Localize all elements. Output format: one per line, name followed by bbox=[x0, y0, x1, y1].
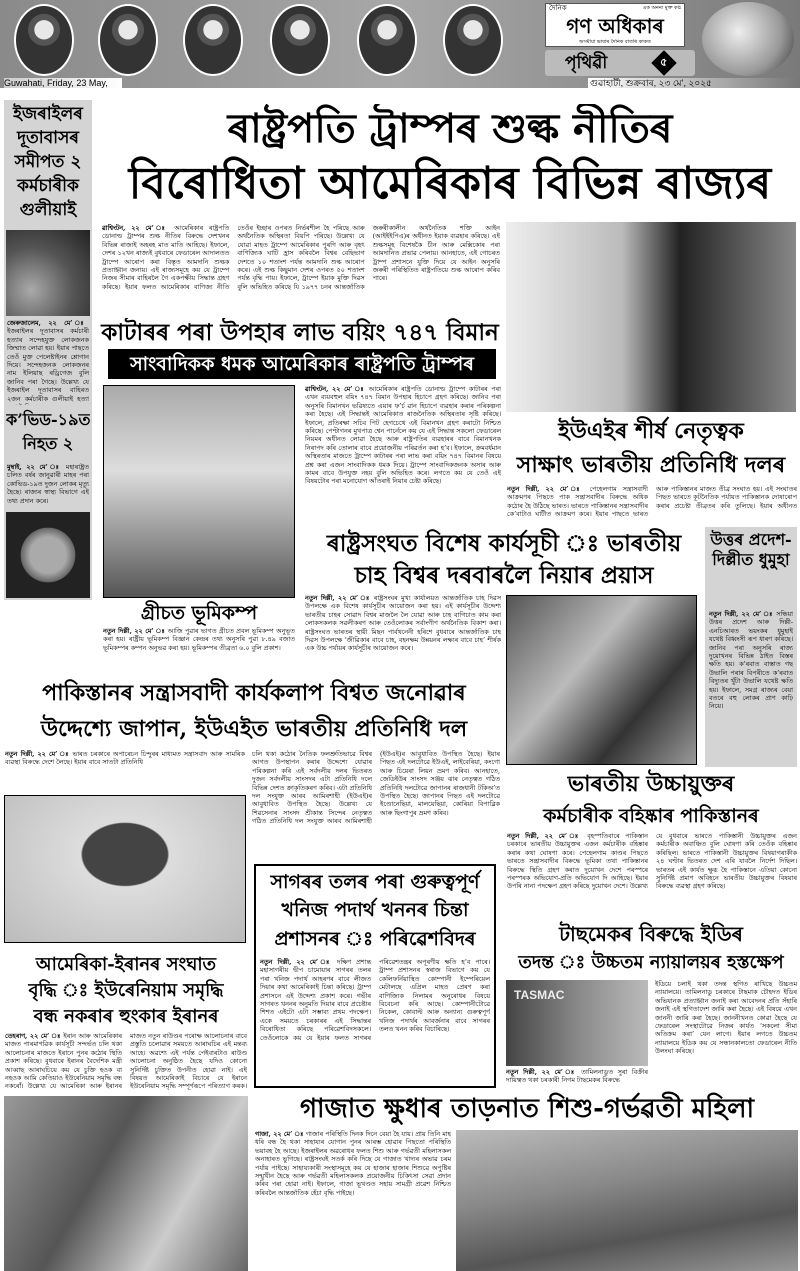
qatar-headline: কাটাৰৰ পৰা উপহাৰ লাভ বয়িং ৭৪৭ বিমান bbox=[101, 319, 499, 346]
storm-article-body: নতুন দিল্লী, ২২ মে’ ঃ সন্ধিয়া উত্তৰ প্ৰদেশ আৰু দিল্লী-এনচিআৰত ভয়ংকৰ ধুমুহাই যথেষ্ট বিধ্বংসী ৰূপ ধাৰণ কৰিছে। জানিব পৰা অনুসৰি ৰাজ্য দুয়োখনৰ বিভিন্ন ঠাইত বিস্তৰ ক্ষতি হয়। ক’ৰবাত বাস্তাত গছ উভালি পৰাৰ বিপৰীতে ক’ৰবাত বিদ্যুতৰ খুঁটা উভালি যথেষ্ট ক্ষতি হয়। ইফালে, সমগ্ৰ ৰাজ্যৰ বেয়া বতৰে বহু লোকৰ প্ৰাণ কাঢ়ি নিয়ে। bbox=[709, 610, 793, 711]
leader-portrait bbox=[14, 4, 74, 76]
logo-top-row bbox=[546, 4, 684, 13]
uae-article-body: নতুন দিল্লী, ২২ মে’ ঃ পেহেলগাম সন্ত্ৰাসবাদী আক্ৰমণৰ পিছতে পাক সন্ত্ৰাসবাদীৰ বিৰুদ্ধে অধিক কঠোৰ হৈ উঠিছে ভাৰত। ভাৰতে পাকিস্তানৰ সন্ত্ৰাসবাদীৰ কে’বাটাও ঘাটীত আক্ৰমণ কৰে। ইয়াৰ পাছতে ভাৰত আৰু পাকিস্তানৰ মাজত তীব্ৰ সংঘাত হয়। এই সংঘাতৰ পিছত ভাৰতে কূটনৈতিক পৰ্যায়ত পাকিস্তানক দোষাৰোপ কৰাৰ প্ৰচেষ্টা তীব্ৰতৰ কৰি তুলিছে। ইয়াৰ অধীনত bbox=[507, 485, 797, 519]
paper-name: গণ অধিকাৰ bbox=[566, 14, 664, 38]
hc-article-body: নতুন দিল্লী, ২২ মে’ ঃ বৃহস্পতিবাৰে পাকিস্তান চৰকাৰে ভাৰতীয় উচ্চায়ুক্তৰ এজন কৰ্মচাৰীক বহিষ্কাৰ কৰাৰ কথা ঘোষণা কৰে। পেহেলগাম কাণ্ডৰ পিছতে ভাৰতে সন্ত্ৰাসবাদীৰ বিৰুদ্ধে ভূমিকা তথা পাকিস্তানৰ বিৰুদ্ধে স্থিতি গ্ৰহণ কৰাত দুয়োখন দেশে পৰস্পৰে পৰস্পৰক অভিযোগ-প্ৰতি অভিযোগ দি আহিছে। ইয়াৰ উপৰি নানা পদক্ষেপ গ্ৰহণ কৰিছে দুয়োখন দেশে। উল্লেখ্য যে বুধবাৰে ভাৰতে পাকিস্তানী উচ্চায়ুক্তৰ এজন কৰ্মচাৰীক অবাঞ্চিত বুলি ঘোষণা কৰি তেওঁক বহিষ্কাৰ কৰিছিল। ভাৰতে পাকিস্তানী উচ্চায়ুক্তৰ বিষয়াগৰাকীক ২৪ ঘণ্টাৰ ভিতৰত দেশ এৰি যাবলৈ নিৰ্দেশ দিছিল। ভাৰতৰ এই কাৰ্যত ক্ষুব্ধ হৈ পাকিস্তানে এতিয়া কোনো সুনিৰ্দিষ্ট প্ৰমাণ অবিহনে ভাৰতীয় উচ্চায়ুক্তৰ বিষয়াৰ বিৰুদ্ধে ব্যৱস্থা গ্ৰহণ কৰিছে। bbox=[507, 832, 797, 891]
greece-headline: গ্ৰীচত ভূমিকম্প bbox=[140, 602, 258, 624]
tasmac-sign: TASMAC bbox=[514, 988, 565, 1002]
iran-article-body: তেহৰাণ, ২২ মে’ ঃ ইৰান আৰু আমেৰিকাৰ মাজত পাৰমাণৱিক কাৰ্যসূচী সন্দৰ্ভত চলি থকা আলোচনাৰ মাজতে ইৰানে পুনৰ কঠোৰ স্থিতি প্ৰকাশ কৰিছে। বুধবাৰে ইৰানৰ বৈদেশিক মন্ত্ৰী আব্বাছ আৰাঘচিয়ে কয় যে চুক্তি হওক বা নহওক আমি কেতিয়াও ইউৰেনিয়াম সমৃদ্ধি বন্ধ নকৰোঁ। উল্লেখ্য যে আমেৰিকা আৰু ইৰানৰ মাজত নতুন ৰাউণ্ডৰ পৰোক্ষ আলোচনাৰ বাবে প্ৰস্তুতি চলোৱাৰ সময়তে আৰাঘচিৰ এই মন্তব্য আহে। অৱশ্যে এই পৰ্যন্ত পেইবাৰটাও ৰাউণ্ড আলোচনা অনুষ্ঠিত হৈছে যদিও কোনো সুনিৰ্দিষ্ট চুক্তিত উপনীত হোৱা নাই। এই বিষয়ত আমেৰিকাই বিচাৰে যে ইৰানে ইউৰেনিয়াম সমৃদ্ধি সম্পূৰ্ণৰূপে পৰিত্যাগ কৰক। bbox=[5, 1032, 247, 1091]
pak-article-body-cont: চলি থকা কঠোৰ নৈতিক ফলশ্ৰুতিভাৱে বিশ্বৰ আগত উপস্থাপন কৰাৰ উদ্দেশ্যে যোৱাৰ পৰিকল্পনা কৰি এই সৰ্বদলীয় দলৰ ভিতৰত দুজন সৰ্বদলীয় সাংসদৰ এটা প্ৰতিনিধি দলে বিভিন্ন দেশত ক্ৰাকৃতিকৰণ কৰিব। এটা প্ৰতিনিধি দল সংযুক্ত আৰব আমিৰশাহী (ইউএই)ৰ আবুধাবিত উপস্থিত হৈছে। উল্লেখ্য যে শিৱসেনাৰ সাংসদ শ্ৰীকান্ত সিন্দেৰ নেতৃত্বত গঠিত প্ৰতিনিধি দল সংযুক্ত আৰব আমিৰশাহী (ইউএই)ৰ আবুধাবিত উপস্থিত হৈছে। ইয়াৰ পিছত এই দলটোৱে ইউএই, লাইবেৰিয়া, কংগো আৰু চিয়েৰা লিয়ন ভ্ৰমণ কৰিব। আনহাতে, জেডিইউৰ সাংসদ সঞ্জয় ঝাৰ নেতৃত্বত গঠিত প্ৰতিনিধি দলটোৱে জাপানৰ ৰাজধানী টকিঅ’ত উপস্থিত হৈছে। জাপানৰ পিছত এই দলটোৱে ইণ্ডোনেছিয়া, মালয়েছিয়া, কোৰিয়া বিপাব্লিক আৰু ছিংগাপুৰ ভ্ৰমণ কৰিব। bbox=[252, 750, 500, 826]
page-number: ৫ bbox=[660, 55, 668, 69]
globe-icon bbox=[702, 2, 794, 76]
qatar-banner: সাংবাদিকক ধমক আমেৰিকাৰ ৰাষ্ট্ৰপতি ট্ৰাম্পৰ bbox=[108, 349, 496, 379]
gaza-rubble-photo bbox=[456, 1130, 798, 1271]
leader-portrait bbox=[98, 4, 158, 76]
hc-headline-line2: কৰ্মচাৰীক বহিষ্কাৰ পাকিস্তানৰ bbox=[543, 805, 759, 827]
pak-headline-line1: পাকিস্তানৰ সন্ত্ৰাসবাদী কাৰ্যকলাপ বিশ্বত জনোৱাৰ bbox=[42, 680, 466, 706]
tasmac-court-photo bbox=[506, 980, 648, 1066]
iran-headline-line2: বৃদ্ধি ঃ ইউৰেনিয়াম সমৃদ্ধি bbox=[28, 980, 224, 1001]
gaza-people-photo bbox=[4, 1096, 248, 1271]
leader-portrait bbox=[357, 4, 417, 76]
un-headline-line2: চাহ বিশ্বৰ দৰবাৰলৈ নিয়াৰ প্ৰয়াস bbox=[354, 562, 654, 589]
ed-headline-line2: তদন্ত ঃ উচ্চতম ন্যায়ালয়ৰ হস্তক্ষেপ bbox=[518, 952, 784, 973]
pak-article-body: নতুন দিল্লী, ২২ মে’ ঃ ভাৰত চৰকাৰে অপাৰেচন চিন্দুৰৰ মাধ্যমত সন্ত্ৰাসবাদ আৰু সামৰিক ব্যৱস্থা বিৰুদ্ধে দেশে লৈছে। ইয়াৰ বাবে সাতটা প্ৰতিনিধি bbox=[5, 750, 245, 767]
greece-article-body: নতুন দিল্লী, ২২ মে’ ঃ আজি পুৱাৰ ভাগত গ্ৰীচত প্ৰবল ভূমিকম্প অনুভূত কৰা হয়। ৰাষ্ট্ৰীয় ভূমিকম্প বিজ্ঞান কেন্দ্ৰৰ তথ্য অনুসৰি পুৱা ৮.৪৯ বজাত ভূমিকম্পৰ কম্পন অনুভৱ কৰা হয়। ভূমিকম্পৰ তীব্ৰতা ৬.০ বুলি প্ৰকাশ। bbox=[103, 627, 295, 652]
paper-tagline: অসমীয়া ভাষাৰ দৈনিক বাতৰি কাকত bbox=[579, 39, 651, 45]
un-article-body: নতুন দিল্লী, ২২ মে’ ঃ ৰাষ্ট্ৰসংঘৰ মুখ্য কাৰ্যালয়ত আন্তৰ্জাতিক চাহ দিৱস উপলক্ষে এক বিশেষ কাৰ্যসূচীৰ আয়োজন কৰা হয়। এই কাৰ্যসূচীৰ উদ্দেশ্য ভাৰতীয় চাহৰ সোৱাদ বিশ্বৰ মাজলৈ লৈ যোৱা আৰু চাহ বাগিচাত কাম কৰা লোকসকলক সৱলীকৰণ আৰু তেওঁলোকৰ সৰ্বাংগীণ অৰ্থনৈতিক বিকাশ কৰা। ৰাষ্ট্ৰসংঘত ভাৰতৰ স্থায়ী মিছন পাৰ্বথনেনী হৰিশে বুধবাৰে আন্তৰ্জাতিক চাহ দিৱস উপলক্ষে ‘জীৱিকাৰ বাবে চাহ, বহনক্ষম উন্নয়নৰ লক্ষ্যৰ বাবে চাহ’ শীৰ্ষক এক উচ্চ পৰ্যায়ৰ কাৰ্যসূচীৰ আয়োজন কৰে। bbox=[305, 594, 501, 653]
date-assamese: গুৱাহাটী, শুক্ৰবাৰ, ২৩ মে’, ২০২৫ bbox=[588, 78, 800, 88]
brief-headline: ইজৰাইলৰ দূতাবাসৰ সমীপত ২ কৰ্মচাৰীক গুলীয়াই bbox=[13, 104, 83, 220]
section-name: পৃথিৱী bbox=[565, 53, 608, 73]
trump-photo bbox=[506, 222, 796, 412]
iran-headline-line3: বন্ধ নকৰাৰ হুংকাৰ ইৰানৰ bbox=[33, 1006, 219, 1027]
newspaper-logo bbox=[545, 3, 685, 47]
iran-headline-line1: আমেৰিকা-ইৰানৰ সংঘাত bbox=[35, 954, 217, 975]
ocean-headline-line3: প্ৰশাসনৰ ঃ পৰিৱেশবিদৰ bbox=[274, 928, 476, 950]
gaza-headline: গাজাত ক্ষুধাৰ তাড়নাত শিশু-গৰ্ভৱতী মহিলা bbox=[299, 1094, 755, 1124]
lead-headline-line2: বিৰোধিতা আমেৰিকাৰ বিভিন্ন ৰাজ্যৰ bbox=[128, 158, 772, 209]
brief-text: মুম্বাই, ২২ মে’ ঃ মহাৰাষ্ট্ৰত চলিত বৰ্ষৰ জানুৱাৰী মাহৰ পৰা কোভিড-১৯ত দুজন লোকৰ মৃত্যু হৈছে। ৰাজ্যৰ স্বাস্থ্য বিভাগে এই তথ্য প্ৰদান কৰে। bbox=[7, 463, 89, 505]
ed-article-body-cont: ইডিয়ে চলাই থকা তদন্ত স্থগিত ৰাখিছে উচ্চতম ন্যায়ালয়ে। তামিলনাডু চৰকাৰে টাছমাক চৌহদত ইডিৰ অভিযানক প্ৰত্যাহ্বান জনাই কৰা আবেদনৰ প্ৰতি সঁহাৰি জনাই এই স্থগিতাদেশ জাৰি কৰা হৈছে। এই বিষয়ে এখন জাননী জাৰি কৰা হৈছে। জাননীখনত কোৱা হৈছে যে ফেডাৰেল সংস্থাটোৱে নিজৰ কাৰ্যত ‘সকলো সীমা অতিক্ৰম কৰা’ যেন লাগে। ইয়াৰ লগতে উচ্চতম ন্যায়ালয়ে ইডিক কয় যে সন্ধানকালতো ফেডাৰেল নীতি উলংঘা কৰিছে। bbox=[655, 980, 797, 1056]
uae-headline-line1: ইউএইৰ শীৰ্ষ নেতৃত্বক bbox=[558, 418, 744, 444]
date-english: Guwahati, Friday, 23 May, bbox=[4, 78, 122, 88]
page-number-badge bbox=[651, 50, 676, 75]
ed-article-body: নতুন দিল্লী, ২২ মে’ ঃ তামিলনাডুত সুৰা বিক্ৰীৰ দায়িত্বত থকা চৰকাৰী নিগম টাছমেকৰ বিৰুদ্ধে bbox=[506, 1068, 648, 1085]
ed-headline-line1: টাছমেকৰ বিৰুদ্ধে ইডিৰ bbox=[559, 922, 743, 946]
brief-text: জেৰুজালেম, ২২ মে’ ঃ ইজৰাইলৰ দূতাবাসৰ কৰ্মচাৰী হত্যাৰ সন্দেহযুক্ত লোকজনক জিম্মাত লোৱা হয়। ইয়াৰ পাছতে তেওঁ মুক্ত পেলেষ্টাইনৰ শ্লোগান দিয়ে। সন্দেহজনক লোকজনৰ নাম ইলিয়াছ ৰড্ৰিগেজ বুলি জানিব পৰা গৈছে। উল্লেখ্য যে ইজৰাইল দূতাবাসৰ বাহিৰত ২জন কৰ্মচাৰীক গুলীয়াই হত্যা bbox=[7, 319, 89, 403]
brief-headline: ক’ভিড-১৯ত নিহত ২ bbox=[6, 410, 90, 453]
lead-article-body: ৱাশ্বিংটন, ২২ মে’ ঃ আমেৰিকাৰ ৰাষ্ট্ৰপতি ডোনাল্ড ট্ৰাম্পৰ শুল্ক নীতিৰ বিৰুদ্ধে দেশখনৰ বিভিন্ন ৰাজ্যই অহৰহ মাত মাতি আহিছে। ইফালে, দেশৰ ১২খন ৰাজ্যই বুধবাৰে ফেডাৰেল আদালতত ট্ৰাম্পে আৰোপ কৰা বিস্তৃত আমদানি শুল্কক প্ৰত্যাহ্বান জনায়। এই ৰাজ্যসমূহে কয় যে ট্ৰাম্পে নিজৰ সীমাৰ বাহিৰলৈ গৈ একপক্ষীয় সিদ্ধান্ত গ্ৰহণ কৰিছে। ইয়াৰ ফলত আমেৰিকাৰ বাণিজ্য নীতি তেওঁৰ ইচ্ছাৰ ওপৰত নিৰ্ভৰশীল হৈ পৰিছে আৰু অৰ্থনৈতিক অস্থিৰতা বিয়পি পৰিছে। উল্লেখ্য যে যোৱা মাহত ট্ৰাম্পে আমেৰিকাৰ পুৰণি আৰু বৃহৎ বাণিজ্যিক ঘাটি হ্ৰাস কৰিবলৈ বিশ্বৰ বেছিভাগ দেশতে ১০ শতাংশ পৰ্যন্ত আমদানি শুল্ক আৰোপ কৰে। এই শুল্ক কিছুমান দেশৰ ওপৰত ৫০ শতাংশ পৰ্যন্ত বৃদ্ধি পায়। ইফালে, ট্ৰাম্পে ইয়াক মুক্তি দিৱস বুলি অভিহিত কৰিছে যি ১৯৭৭ চনৰ আন্তৰ্জাতিক জৰুৰীকালীন অৰ্থনৈতিক শক্তি আইন (আইইইপিএ)ৰ অধীনত ইয়াক ব্যৱহাৰ কৰিছে। এই শুল্কসমূহ বিশেষকৈ চীন আৰু মেক্সিকোৰ পৰা আমদানিত প্ৰভাৱ পেলায়। আনহাতে, এই গোচৰত ট্ৰাম্প প্ৰশাসনে যুক্তি দিয়ে যে আইন অনুসৰি জৰুৰী পৰিস্থিতিত ৰাষ্ট্ৰপতিয়ে শুল্ক আৰোপ কৰিব পাৰে। bbox=[102, 224, 500, 291]
boeing-747-photo bbox=[103, 385, 295, 598]
uae-headline-line2: সাক্ষাৎ ভাৰতীয় প্ৰতিনিধি দলৰ bbox=[516, 452, 786, 478]
pak-headline-line2: উদ্দেশ্যে জাপান, ইউএইত ভাৰতীয় প্ৰতিনিধি দল bbox=[40, 716, 468, 742]
section-label bbox=[545, 50, 695, 76]
storm-headline: উত্তৰ প্ৰদেশ-দিল্লীত ধুমুহা bbox=[710, 530, 792, 569]
un-headline-line1: ৰাষ্ট্ৰসংঘত বিশেষ কাৰ্যসূচী ঃ ভাৰতীয় bbox=[326, 530, 682, 557]
lead-headline-line1: ৰাষ্ট্ৰপতি ট্ৰাম্পৰ শুল্ক নীতিৰ bbox=[227, 105, 673, 152]
tea-plucker-photo bbox=[506, 595, 697, 765]
logo-tag: এক অনন্য মুক্ত কণ্ঠ bbox=[642, 5, 681, 11]
ocean-headline-line1: সাগৰৰ তলৰ পৰা গুৰুত্বপূৰ্ণ bbox=[270, 871, 480, 893]
gaza-article-body: গাজা, ২২ মে’ ঃ গাজাৰ পৰিস্থিতি দিনক দিনে বেয়া হৈ যায়। প্ৰায় তিনি মাহ ধৰি বন্ধ হৈ থকা সাহায্যৰ যোগান পুনৰ আৰম্ভ হোৱাৰ পিছতো পৰিস্থিতি ভয়াবহ হৈ আছে। ইজৰাইলৰ অৱৰোধৰ ফলত শিশু আৰু গৰ্ভৱতী মহিলাসকল অনাহাৰত ভুগিছে। ৰাষ্ট্ৰসংঘই সতৰ্ক কৰি দিছে যে গাজাত খাদ্যৰ অভাৱ চৰম পৰ্যায় পাইছে। সাহায্যকাৰী সংস্থাসমূহে কয় যে হাজাৰ হাজাৰ শিশুৱে অপুষ্টিৰ সন্মুখীন হৈছে আৰু গৰ্ভৱতী মহিলাসকলক প্ৰয়োজনীয় চিকিৎসা সেৱা প্ৰদান কৰিব পৰা হোৱা নাই। ইফালে, গাজা ভূখণ্ডত সহায় সামগ্ৰী প্ৰৱেশ নিশ্চিত কৰিবলৈ আন্তৰ্জাতিক হেঁচা বৃদ্ধি পাইছে। bbox=[255, 1130, 451, 1197]
qatar-article-body: ৱাশ্বিংটন, ২২ মে’ ঃ আমেৰিকাৰ ৰাষ্ট্ৰপতি ডোনাল্ড ট্ৰাম্পে কাটাৰৰ পৰা এখন ব্যয়বহুল বয়িং ৭৪৭ বিমান উপহাৰ হিচাপে গ্ৰহণ কৰিছে। জানিব পৰা অনুসৰি বিমানখন ভৱিষ্যতে এয়াৰ ফ’ৰ্চ ৱান হিচাপে ব্যৱহাৰ কৰাৰ পৰিকল্পনা কৰা হৈছে। এই সিদ্ধান্তই আমেৰিকাত ৰাজনৈতিক অস্থিৰতাৰ সৃষ্টি কৰিছে। ইফালে, প্ৰতিৰক্ষা সচিব পিট হেগচেথে এই বিমানখন গ্ৰহণ কৰাটো নিশ্চিত কৰিছে। পেণ্টাগনৰ মুখপাত্ৰ শ্বেন পাৰ্নেলে কয় যে এই সিদ্ধান্ত সকলো ফেডাৰেল নিয়মৰ অধীনত লোৱা হৈছে আৰু ৰাষ্ট্ৰপতিৰ ব্যৱহাৰৰ বাবে বিমানখনক নিৰাপদ কৰি তোলাৰ বাবে প্ৰয়োজনীয় পৰিৱৰ্তন কৰা হ’ব। ইফালে, ক্ৰমবৰ্ধমান অস্থিৰতাৰ মাজতে ট্ৰাম্পে কাটাৰৰ পৰা লাভ কৰা বয়িং ৭৪৭ বিমানৰ বিষয়ে প্ৰশ্ন কৰা এজন সাংবাদিকক ধমক দিয়ে। ট্ৰাম্পে সাংবাদিকজনক অসাৰ আৰু কামৰ বাবে উপযুক্ত নহয় বুলি অভিহিত কৰে। লগতে কয় যে তেওঁ এই বিষয়টোৰ পৰা মনোযোগ আঁতৰাই নিয়াৰ চেষ্টা কৰিছে। bbox=[305, 385, 501, 486]
ocean-article-body: নতুন দিল্লী, ২২ মে’ ঃ দক্ষিণ প্ৰশান্ত মহাসাগৰীয় দ্বীপ চামোয়াৰ সাগৰৰ তলৰ পৰা খনিজ পদাৰ্থ আহৰণৰ বাবে লীজত দিয়াৰ কথা আমেৰিকাই চিন্তা কৰিছে। ট্ৰাম্প প্ৰশাসনে এই উদ্দেশ্য প্ৰকাশ কৰে। গভীৰ সাগৰত খননৰ অনুমতি দিয়াৰ বাবে প্ৰচেষ্টাৰ শিশত এইটো এটা সম্ভাব্য প্ৰথম পদক্ষেপ। একে সময়তে চৰকাৰৰ এই সিদ্ধান্তৰ বিৰোধিতা কৰিছে পৰিৱেশবিদসকলে। তেওঁলোকে কয় যে ইয়াৰ ফলত সাগৰৰ পৰিৱেশতন্ত্ৰৰ অপূৰণীয় ক্ষতি হ’ব পাৰে। ট্ৰাম্প প্ৰশাসনৰ স্বৰাজ বিভাগে কয় যে কেলিফৰ্নিয়াস্থিত কোম্পানী ইম্পেৰিয়েল মেটালছে এপ্ৰিল মাহত প্ৰেৰণ কৰা বাণিজ্যিক নিলামৰ অনুৰোধৰ বিষয়ে বিবেচনা কৰি আছে। কোম্পানীটোৱে নিকেল, কোবাল্ট আৰু অন্যান্য গুৰুত্বপূৰ্ণ খনিজ পদাৰ্থৰ আবৰ্জনাৰ বাবে সাগৰৰ তলত খনন কৰিব বিচাৰিছে। bbox=[260, 958, 490, 1042]
ocean-headline-line2: খনিজ পদাৰ্থ খননৰ চিন্তা bbox=[281, 899, 469, 921]
virus-photo bbox=[6, 512, 90, 598]
crime-photo bbox=[6, 230, 90, 316]
official-portrait-photo bbox=[4, 795, 246, 943]
hc-headline-line1: ভাৰতীয় উচ্চায়ুক্তৰ bbox=[567, 771, 735, 797]
leader-portrait bbox=[443, 4, 503, 76]
leader-portrait bbox=[183, 4, 243, 76]
logo-kicker: দৈনিক bbox=[549, 4, 567, 12]
leader-portrait bbox=[270, 4, 330, 76]
